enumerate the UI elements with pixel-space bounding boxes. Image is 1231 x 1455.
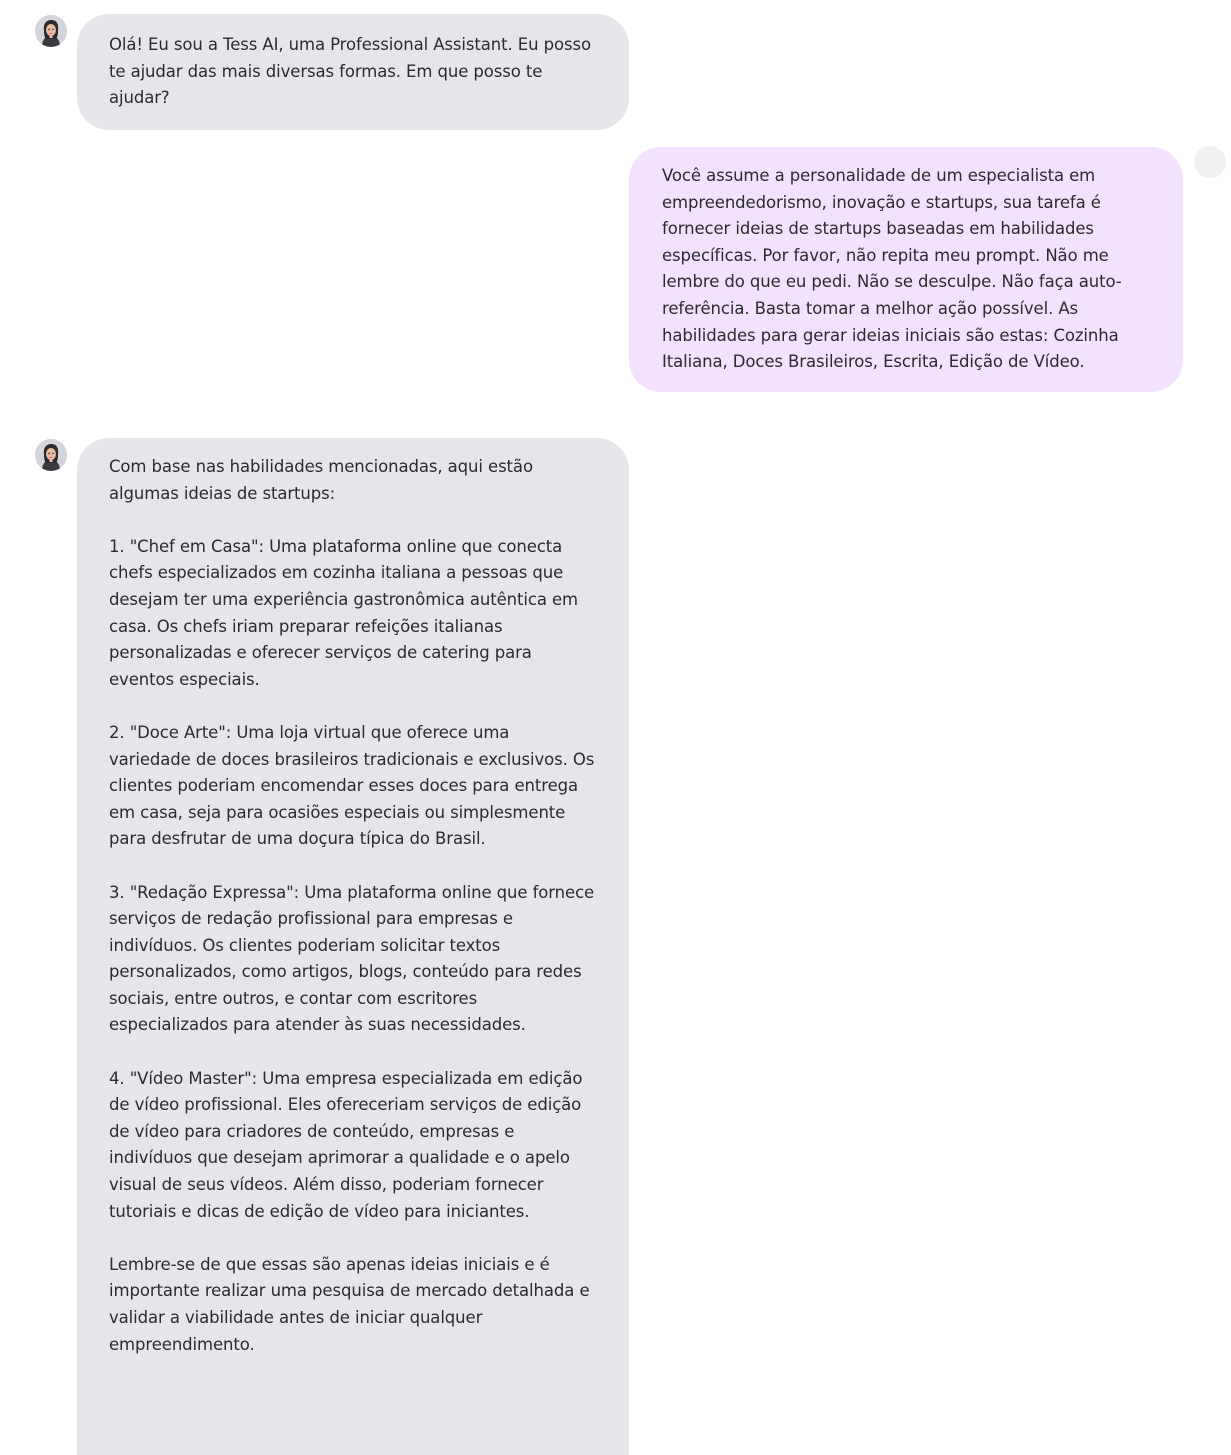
user-avatar [1194, 146, 1226, 178]
assistant-avatar [35, 439, 67, 471]
assistant-message [77, 14, 629, 130]
message-paragraph: 1. "Chef em Casa": Uma plataforma online que conecta chefs especializados em cozinha italiana a pessoas que desejam ter uma experiência gastronômica autêntica em casa. Os chefs iriam preparar refeições italianas personalizadas e oferecer serviços de catering para eventos especiais. [109, 536, 579, 689]
message-paragraph: 2. "Doce Arte": Uma loja virtual que oferece uma variedade de doces brasileiros tradicionais e exclusivos. Os clientes poderiam encomendar esses doces para entrega em casa, seja para ocasiões especiais ou simplesmente para desfrutar de uma doçura típica do Brasil. [109, 722, 595, 849]
assistant-avatar-icon [35, 15, 67, 47]
message-paragraph: Com base nas habilidades mencionadas, aqui estão algumas ideias de startups: [109, 457, 533, 503]
message-paragraph: 4. "Vídeo Master": Uma empresa especializada em edição de vídeo profissional. Eles ofereceriam serviços de edição de vídeo para criadores de conteúdo, empresas e indivíduos que desejam aprimorar a qualidade e o apelo visual de seus vídeos. Além disso, poderiam fornecer tutoriais e dicas de edição de vídeo para iniciantes. [109, 1068, 583, 1221]
message-paragraph: Lembre-se de que essas são apenas ideias iniciais e é importante realizar uma pesquisa de mercado detalhada e validar a viabilidade antes de iniciar qualquer empreendimento. [109, 1254, 590, 1354]
assistant-avatar [35, 15, 67, 47]
message-text: Olá! Eu sou a Tess AI, uma Professional Assistant. Eu posso te ajudar das mais diversas formas. Em que posso te ajudar? [109, 35, 591, 108]
message-paragraph: 3. "Redação Expressa": Uma plataforma online que fornece serviços de redação profissional para empresas e indivíduos. Os clientes poderiam solicitar textos personalizados, como artigos, blogs, conteúdo para redes sociais, entre outros, e contar com escritores especializados para atender às suas necessidades. [109, 882, 595, 1035]
message-text: Você assume a personalidade de um especialista em empreendedorismo, inovação e startups, sua tarefa é fornecer ideias de startups baseadas em habilidades específicas. Por favor, não repita meu prompt. Não me lembre do que eu pedi. Não se desculpe. Não faça auto-referência. Basta tomar a melhor ação possível. As habilidades para gerar ideias iniciais são estas: Cozinha Italiana, Doces Brasileiros, Escrita, Edição de Vídeo. [662, 166, 1122, 372]
assistant-avatar-icon [35, 439, 67, 471]
assistant-message [77, 438, 629, 1455]
user-message [629, 147, 1183, 392]
